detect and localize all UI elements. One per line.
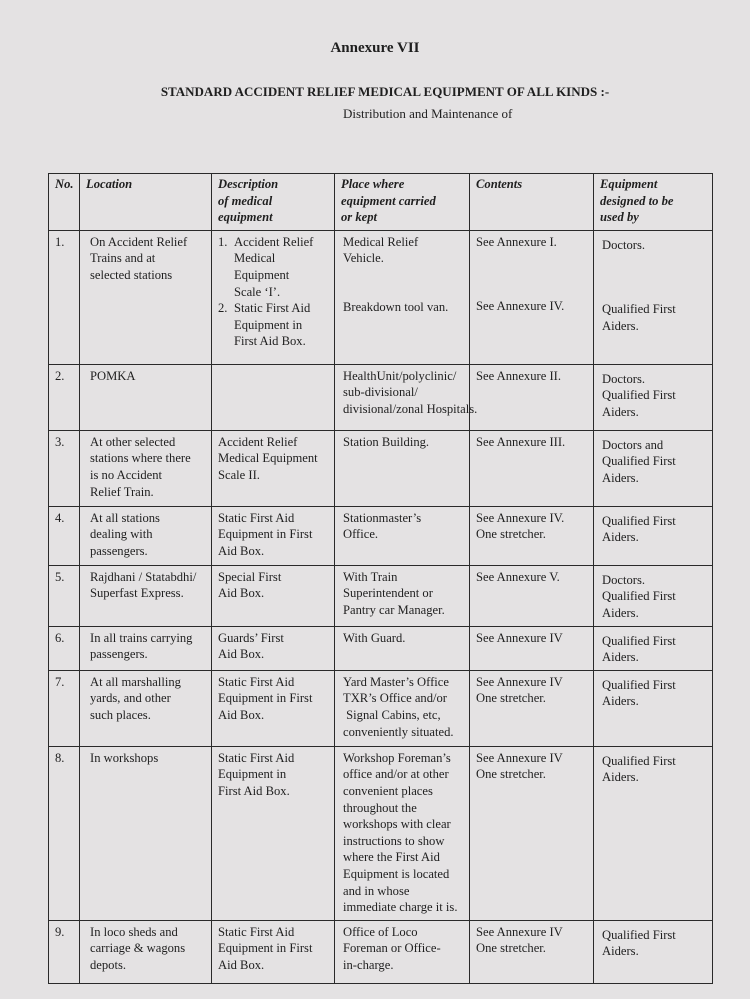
- table-row: [49, 506, 713, 565]
- used-by-text: Aiders.: [602, 650, 639, 665]
- contents-text: See Annexure IV.: [476, 299, 565, 314]
- place-text: throughout the: [343, 800, 417, 815]
- place-text: Station Building.: [343, 434, 430, 449]
- row-number-cell: [49, 670, 80, 746]
- location-text: such places.: [90, 707, 151, 722]
- description-text: [218, 234, 329, 251]
- place-text: With Guard.: [343, 630, 406, 645]
- used-by-text: Qualified First: [602, 677, 676, 692]
- location-text: carriage & wagons: [90, 941, 186, 956]
- used-by-text: Aiders.: [602, 404, 639, 419]
- place-text: Workshop Foreman’s: [343, 750, 451, 765]
- location-text: In workshops: [90, 750, 159, 765]
- description-cell: [212, 430, 335, 506]
- header-text-line: Equipment: [600, 177, 658, 191]
- description-text: Scale ‘I’.: [234, 284, 281, 299]
- place-cell: [335, 746, 470, 920]
- used-by-text: Qualified First: [602, 753, 676, 768]
- spacer: [476, 282, 588, 298]
- description-line: Static First Aid: [234, 301, 311, 316]
- row-number: 2.: [55, 368, 65, 383]
- description-text: [218, 300, 329, 317]
- header-text-line: Place where: [341, 177, 405, 191]
- annexure-title: Annexure VII: [330, 40, 420, 56]
- description-cell: [212, 230, 335, 364]
- description-list-item: [218, 234, 329, 300]
- place-cell: [335, 626, 470, 670]
- row-number: 4.: [55, 510, 65, 525]
- contents-text: See Annexure IV: [476, 674, 563, 689]
- description-cell: [212, 670, 335, 746]
- location-cell: [80, 920, 212, 983]
- description-text: Static First Aid: [218, 750, 295, 765]
- used-by-text: Qualified First: [602, 513, 676, 528]
- description-text: Accident Relief: [218, 434, 298, 449]
- contents-text: One stretcher.: [476, 691, 546, 706]
- description-text: Equipment in First: [218, 527, 313, 542]
- location-cell: [80, 506, 212, 565]
- spacer: [343, 267, 464, 283]
- place-text: workshops with clear: [343, 817, 451, 832]
- location-text: passengers.: [90, 543, 148, 558]
- used-by-cell: [594, 746, 713, 920]
- spacer: [476, 250, 588, 266]
- place-text: Breakdown tool van.: [343, 299, 449, 314]
- place-text: With Train: [343, 569, 398, 584]
- location-text: At all marshalling: [90, 674, 181, 689]
- place-text: sub-divisional/: [343, 385, 418, 400]
- used-by-cell: [594, 626, 713, 670]
- contents-text: One stretcher.: [476, 527, 546, 542]
- table-row: [49, 920, 713, 983]
- location-cell: [80, 230, 212, 364]
- contents-cell: [470, 506, 594, 565]
- used-by-cell: [594, 565, 713, 626]
- header-text-line: No.: [55, 177, 74, 191]
- used-by-cell: [594, 430, 713, 506]
- used-by-cell: [594, 230, 713, 364]
- description-text: Equipment in First: [218, 691, 313, 706]
- location-text: POMKA: [90, 368, 136, 383]
- description-list-item: [218, 300, 329, 350]
- contents-text: One stretcher.: [476, 941, 546, 956]
- place-text: conveniently situated.: [343, 724, 454, 739]
- description-text: Medical: [234, 251, 276, 266]
- used-by-text: Qualified First: [602, 589, 676, 604]
- list-number: 2.: [218, 301, 228, 316]
- header-text-line: used by: [600, 210, 639, 225]
- description-text: Medical Equipment: [218, 451, 318, 466]
- contents-text: One stretcher.: [476, 767, 546, 782]
- location-text: stations where there: [90, 451, 191, 466]
- row-number-cell: [49, 746, 80, 920]
- row-number-cell: [49, 364, 80, 430]
- used-by-text: Qualified First: [602, 454, 676, 469]
- place-text: Vehicle.: [343, 251, 384, 266]
- used-by-text: Aiders.: [602, 944, 639, 959]
- description-text: Equipment in First: [218, 941, 313, 956]
- header-place: [335, 174, 470, 231]
- description-line: Accident Relief: [234, 234, 314, 249]
- place-text: in-charge.: [343, 957, 394, 972]
- location-cell: [80, 670, 212, 746]
- description-text: Equipment: [234, 267, 290, 282]
- header-location: [80, 174, 212, 231]
- used-by-cell: [594, 670, 713, 746]
- description-text: Aid Box.: [218, 543, 265, 558]
- table-row: [49, 230, 713, 364]
- contents-cell: [470, 565, 594, 626]
- contents-text: See Annexure IV: [476, 924, 563, 939]
- header-no: [49, 174, 80, 231]
- place-cell: [335, 920, 470, 983]
- description-text: Aid Box.: [218, 647, 265, 662]
- place-text: Office.: [343, 527, 379, 542]
- header-text-line: equipment carried: [341, 193, 436, 208]
- table-row: [49, 565, 713, 626]
- place-text: TXR’s Office and/or: [343, 691, 447, 706]
- list-number: 1.: [218, 234, 228, 249]
- header-text-line: designed to be: [600, 193, 674, 208]
- row-number: 7.: [55, 674, 65, 689]
- description-text: Special First: [218, 569, 282, 584]
- used-by-text: Doctors.: [602, 572, 646, 587]
- table-row: [49, 746, 713, 920]
- description-text: Aid Box.: [218, 957, 265, 972]
- description-cell: [212, 920, 335, 983]
- description-text: Static First Aid: [218, 674, 295, 689]
- row-number-cell: [49, 506, 80, 565]
- location-cell: [80, 746, 212, 920]
- header-text-line: or kept: [341, 210, 378, 225]
- description-text: Aid Box.: [218, 707, 265, 722]
- contents-text: See Annexure II.: [476, 368, 561, 383]
- contents-cell: [470, 626, 594, 670]
- place-cell: [335, 670, 470, 746]
- description-cell: [212, 506, 335, 565]
- contents-cell: [470, 364, 594, 430]
- header-text-line: equipment: [218, 210, 273, 225]
- location-text: Superfast Express.: [90, 586, 184, 601]
- description-cell: [212, 746, 335, 920]
- document-heading: STANDARD ACCIDENT RELIEF MEDICAL EQUIPMENT OF ALL KINDS :-: [160, 84, 610, 99]
- location-text: is no Accident: [90, 467, 163, 482]
- used-by-text: Qualified First: [602, 927, 676, 942]
- place-text: Superintendent or: [343, 586, 433, 601]
- header-contents: [470, 174, 594, 231]
- table-header-row: [49, 174, 713, 231]
- header-text-line: of medical: [218, 193, 273, 208]
- location-text: passengers.: [90, 647, 148, 662]
- row-number-cell: [49, 565, 80, 626]
- place-text: divisional/zonal Hospitals.: [343, 401, 478, 416]
- used-by-text: Doctors.: [602, 371, 646, 386]
- row-number: 1.: [55, 234, 65, 249]
- location-text: Trains and at: [90, 251, 156, 266]
- table-row: [49, 364, 713, 430]
- contents-cell: [470, 670, 594, 746]
- used-by-text: Qualified First: [602, 633, 676, 648]
- place-cell: [335, 565, 470, 626]
- equipment-distribution-table: [48, 173, 713, 984]
- contents-cell: [470, 920, 594, 983]
- row-number-cell: [49, 430, 80, 506]
- location-text: yards, and other: [90, 691, 171, 706]
- used-by-text: Qualified First: [602, 302, 676, 317]
- description-text: Scale II.: [218, 467, 260, 482]
- description-text: Equipment in: [234, 317, 303, 332]
- location-cell: [80, 626, 212, 670]
- used-by-text: Aiders.: [602, 318, 639, 333]
- header-text-line: Contents: [476, 177, 523, 191]
- row-number: 9.: [55, 924, 65, 939]
- place-cell: [335, 430, 470, 506]
- place-text: Foreman or Office-: [343, 941, 441, 956]
- header-text-line: Description: [218, 177, 279, 191]
- header-text-line: Location: [86, 177, 133, 191]
- description-text: Equipment in: [218, 767, 287, 782]
- document-subheading: Distribution and Maintenance of: [343, 106, 513, 121]
- spacer: [343, 283, 464, 299]
- location-text: At other selected: [90, 434, 176, 449]
- contents-text: See Annexure IV: [476, 750, 563, 765]
- location-text: selected stations: [90, 267, 173, 282]
- used-by-text: Doctors and: [602, 437, 664, 452]
- table-body: [49, 230, 713, 983]
- location-text: Relief Train.: [90, 484, 154, 499]
- location-cell: [80, 430, 212, 506]
- used-by-text: Doctors.: [602, 237, 646, 252]
- contents-text: See Annexure IV.: [476, 510, 565, 525]
- place-text: Office of Loco: [343, 924, 418, 939]
- location-text: In all trains carrying: [90, 630, 193, 645]
- row-number-cell: [49, 920, 80, 983]
- spacer: [476, 266, 588, 282]
- spacer: [602, 253, 707, 269]
- table-row: [49, 670, 713, 746]
- location-text: On Accident Relief: [90, 234, 188, 249]
- contents-cell: [470, 230, 594, 364]
- row-number-cell: [49, 626, 80, 670]
- description-text: Aid Box.: [218, 586, 265, 601]
- header-description: [212, 174, 335, 231]
- location-cell: [80, 565, 212, 626]
- description-cell: [212, 364, 335, 430]
- used-by-text: Aiders.: [602, 470, 639, 485]
- used-by-text: Qualified First: [602, 388, 676, 403]
- place-text: where the First Aid: [343, 850, 440, 865]
- used-by-cell: [594, 920, 713, 983]
- location-text: At all stations: [90, 510, 160, 525]
- description-text: First Aid Box.: [218, 783, 290, 798]
- place-cell: [335, 364, 478, 430]
- used-by-cell: [594, 506, 713, 565]
- contents-text: See Annexure I.: [476, 234, 557, 249]
- place-text: Yard Master’s Office: [343, 674, 449, 689]
- table-row: [49, 626, 713, 670]
- place-text: Equipment is located: [343, 866, 450, 881]
- place-cell: [335, 230, 470, 364]
- description-text: Static First Aid: [218, 924, 295, 939]
- place-text: Stationmaster’s: [343, 510, 422, 525]
- used-by-text: Aiders.: [602, 770, 639, 785]
- place-text: instructions to show: [343, 833, 445, 848]
- spacer: [602, 269, 707, 285]
- place-text: Signal Cabins, etc,: [343, 707, 441, 722]
- row-number: 3.: [55, 434, 65, 449]
- place-text: Pantry car Manager.: [343, 602, 445, 617]
- description-text: Static First Aid: [218, 510, 295, 525]
- row-number: 6.: [55, 630, 65, 645]
- place-text: and in whose: [343, 883, 410, 898]
- row-number-cell: [49, 230, 80, 364]
- description-cell: [212, 565, 335, 626]
- spacer: [602, 285, 707, 301]
- contents-text: See Annexure III.: [476, 434, 566, 449]
- used-by-cell: [594, 364, 713, 430]
- used-by-text: Aiders.: [602, 694, 639, 709]
- header-used-by: [594, 174, 713, 231]
- description-text: First Aid Box.: [234, 334, 306, 349]
- row-number: 5.: [55, 569, 65, 584]
- contents-text: See Annexure V.: [476, 569, 560, 584]
- place-text: convenient places: [343, 783, 433, 798]
- contents-cell: [470, 430, 594, 506]
- place-cell: [335, 506, 470, 565]
- description-cell: [212, 626, 335, 670]
- used-by-text: Aiders.: [602, 605, 639, 620]
- contents-text: See Annexure IV: [476, 630, 563, 645]
- row-number: 8.: [55, 750, 65, 765]
- location-cell: [80, 364, 212, 430]
- description-text: Guards’ First: [218, 630, 284, 645]
- location-text: dealing with: [90, 527, 153, 542]
- place-text: Medical Relief: [343, 234, 419, 249]
- contents-cell: [470, 746, 594, 920]
- location-text: depots.: [90, 957, 127, 972]
- location-text: In loco sheds and: [90, 924, 178, 939]
- place-text: immediate charge it is.: [343, 900, 458, 915]
- place-text: office and/or at other: [343, 767, 449, 782]
- used-by-text: Aiders.: [602, 530, 639, 545]
- place-text: HealthUnit/polyclinic/: [343, 368, 457, 383]
- location-text: Rajdhani / Statabdhi/: [90, 569, 197, 584]
- table-row: [49, 430, 713, 506]
